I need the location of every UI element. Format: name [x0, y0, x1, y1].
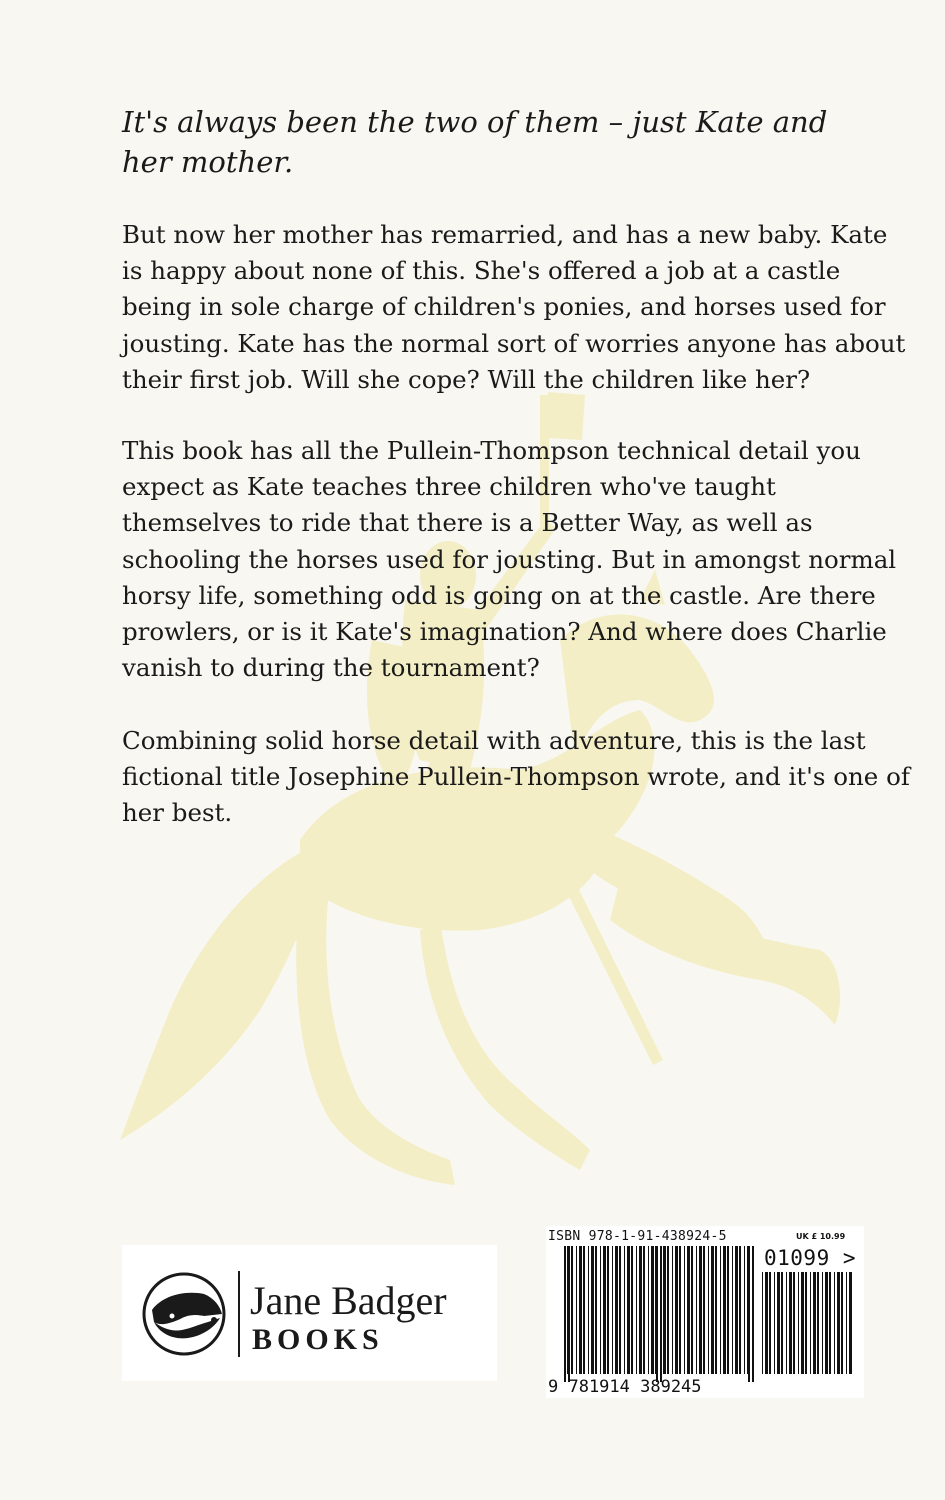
tagline: It's always been the two of them – just Kate and her mother. [122, 105, 828, 179]
supplement-digits: 01099 [764, 1246, 830, 1270]
supplement-code [764, 1246, 856, 1270]
supplement-arrow: > [842, 1246, 857, 1270]
publisher-imprint: BOOKS [252, 1323, 384, 1356]
blurb-paragraph-2: This book has all the Pullein-Thompson technical detail you expect as Kate teaches three children who've taught themselves to ride that there is a Better Way, as well as schooling the horses used for jousting. But in amongst normal horsy life, something odd is going on at the castle. Are there prowlers, or is it Kate's imagination? And where does Charlie vanish to during the tournament? [122, 436, 897, 683]
barcode-panel [546, 1226, 864, 1398]
barcode-digits: 9 781914 389245 [548, 1377, 702, 1397]
blurb-paragraph-3: Combining solid horse detail with adventure, this is the last fictional title Josephine Pullein-Thompson wrote, and it's one of her best. [122, 726, 910, 828]
price-label: UK £ 10.99 [796, 1232, 846, 1241]
blurb-paragraph-1: But now her mother has remarried, and has a new baby. Kate is happy about none of this. She's offered a job at a castle being in sole charge of children's ponies, and horses used for jousting. Kate has the normal sort of worries anyone has about their first job. Will she cope? Will the children like her? [122, 220, 906, 394]
badger-icon [142, 1272, 226, 1356]
publisher-logo [122, 1245, 497, 1381]
isbn-label: ISBN 978-1-91-438924-5 [548, 1229, 727, 1244]
publisher-name: Jane Badger [250, 1278, 447, 1323]
logo-divider [238, 1271, 240, 1357]
